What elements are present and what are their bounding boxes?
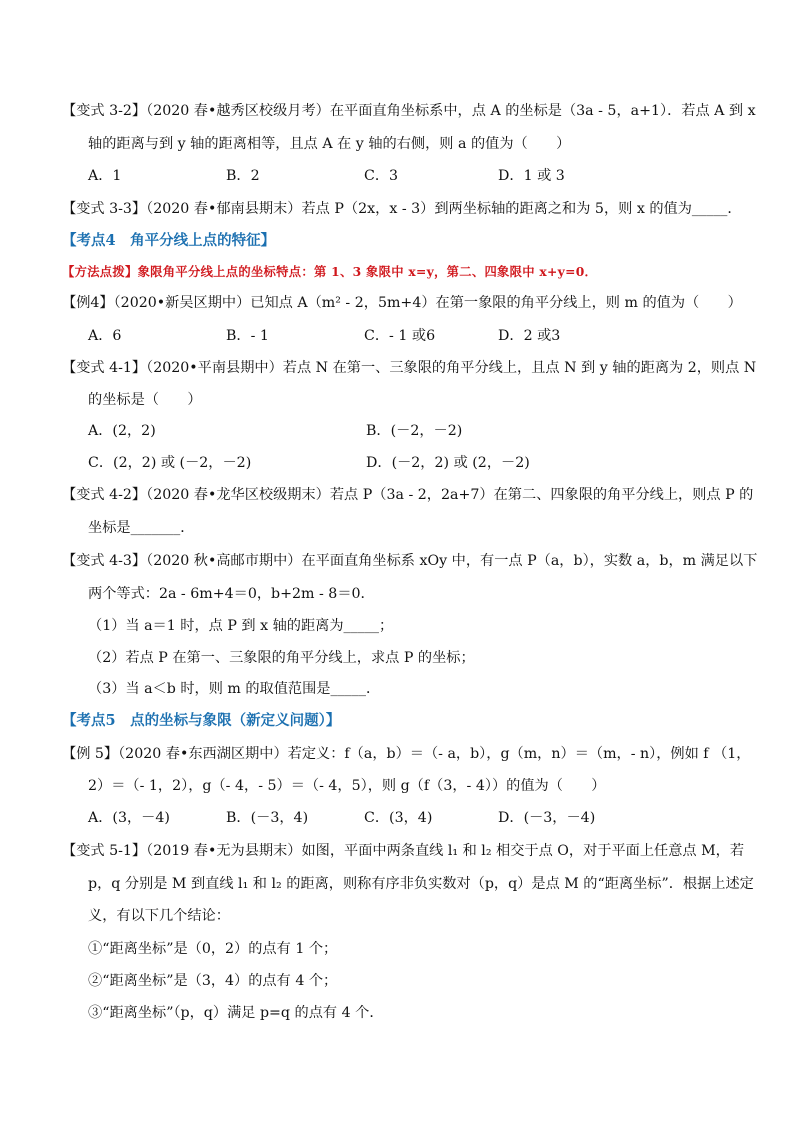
variant-4-2-line-2: 坐标是_______．: [88, 520, 195, 536]
example-4-option-b: B．- 1: [226, 328, 269, 344]
variant-5-1-line-3: 义，有以下几个结论：: [88, 908, 230, 924]
variant-4-2-line-1: 【变式 4-2】（2020 春•龙华区校级期末）若点 P（3a - 2，2a+7）在第二、四象限的角平分线上，则点 P 的: [62, 487, 754, 503]
variant-3-2-option-c: C．3: [364, 168, 399, 184]
variant-5-1-conclusion-2: ②“距离坐标”是（3，4）的点有 4 个；: [88, 973, 338, 989]
variant-4-1-option-a: A．(2，2): [88, 423, 156, 439]
variant-5-1-conclusion-1: ①“距离坐标”是（0，2）的点有 1 个；: [88, 941, 338, 957]
example-4-option-a: A．6: [88, 328, 122, 344]
example-5-option-d: D．(－3，－4): [498, 810, 596, 826]
variant-3-2-option-d: D．1 或 3: [498, 168, 565, 184]
variant-4-1-option-c: C．(2，2) 或 (－2，－2): [88, 455, 252, 471]
example-5-option-a: A．(3，－4): [88, 810, 170, 826]
example-5-option-b: B．(－3，4): [226, 810, 309, 826]
variant-4-3-part-3: （3）当 a＜b 时，则 m 的取值范围是_____．: [88, 681, 381, 697]
variant-3-3-line-1: 【变式 3-3】（2020 春•郁南县期末）若点 P（2x，x - 3）到两坐标轴的距离之和为 5，则 x 的值为_____．: [62, 201, 742, 217]
example-4-option-d: D．2 或3: [498, 328, 561, 344]
method-tip-4: 【方法点拨】象限角平分线上点的坐标特点：第 1、3 象限中 x=y，第二、四象限中 x+y=0．: [62, 264, 598, 279]
variant-5-1-conclusion-3: ③“距离坐标”（p，q）满足 p=q 的点有 4 个．: [88, 1005, 384, 1021]
variant-5-1-line-2: p，q 分别是 M 到直线 l₁ 和 l₂ 的距离，则称有序非负实数对（p，q）是点 M 的“距离坐标”．根据上述定: [88, 876, 754, 892]
variant-4-3-part-1: （1）当 a＝1 时，点 P 到 x 轴的距离为_____；: [88, 618, 394, 634]
variant-4-1-line-2: 的坐标是（ ）: [88, 392, 202, 408]
variant-3-2-option-a: A．1: [88, 168, 122, 184]
variant-4-3-part-2: （2）若点 P 在第一、三象限的角平分线上，求点 P 的坐标；: [88, 650, 475, 666]
variant-5-1-line-1: 【变式 5-1】（2019 春•无为县期末）如图，平面中两条直线 l₁ 和 l₂ 相交于点 O，对于平面上任意点 M，若: [62, 843, 745, 859]
example-4-option-c: C．- 1 或6: [364, 328, 436, 344]
variant-4-3-line-2: 两个等式：2a - 6m+4＝0，b+2m - 8＝0．: [88, 586, 375, 602]
section-heading-5: 【考点5 点的坐标与象限（新定义问题）】: [62, 712, 341, 729]
variant-4-3-line-1: 【变式 4-3】（2020 秋•高邮市期中）在平面直角坐标系 xOy 中，有一点 P（a，b），实数 a，b，m 满足以下: [62, 553, 758, 569]
example-5-option-c: C．(3，4): [364, 810, 433, 826]
variant-3-2-line-2: 轴的距离与到 y 轴的距离相等，且点 A 在 y 轴的右侧，则 a 的值为（ ）: [88, 136, 571, 152]
section-heading-4: 【考点4 角平分线上点的特征】: [62, 232, 276, 249]
example-5-line-2: 2）＝（- 1，2），g（- 4，- 5）＝（- 4，5），则 g（f（3，- 4））的值为（ ）: [88, 778, 606, 794]
variant-4-1-option-d: D．(－2，2) 或 (2，－2): [366, 455, 530, 471]
variant-4-1-line-1: 【变式 4-1】（2020•平南县期中）若点 N 在第一、三象限的角平分线上，且点 N 到 y 轴的距离为 2，则点 N: [62, 360, 757, 376]
variant-4-1-option-b: B．(－2，－2): [366, 423, 463, 439]
example-4-line-1: 【例4】（2020•新吴区期中）已知点 A（m² - 2，5m+4）在第一象限的角平分线上，则 m 的值为（ ）: [62, 295, 742, 311]
example-5-line-1: 【例 5】（2020 春•东西湖区期中）若定义：f（a，b）＝（- a，b），g（m，n）＝（m，- n），例如 f （1，: [62, 746, 751, 762]
variant-3-2-line-1: 【变式 3-2】（2020 春•越秀区校级月考）在平面直角坐标系中，点 A 的坐标是（3a - 5，a+1）．若点 A 到 x: [62, 103, 756, 119]
variant-3-2-option-b: B．2: [226, 168, 260, 184]
